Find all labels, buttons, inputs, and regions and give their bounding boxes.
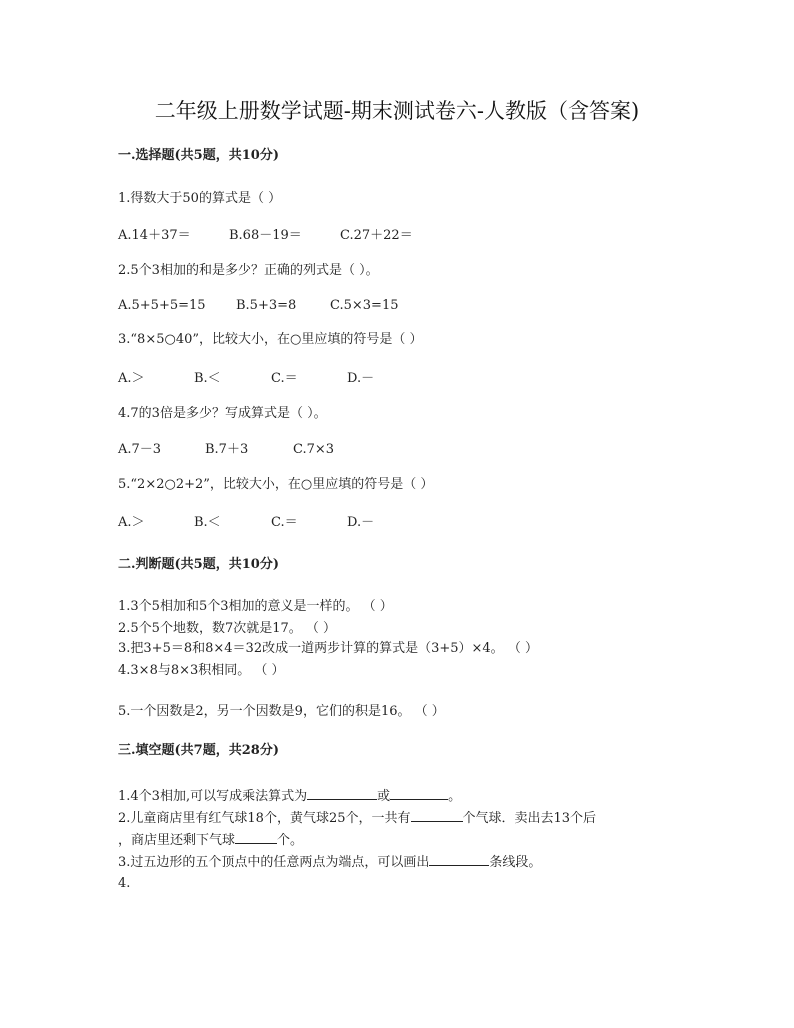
section-heading-judge: 二.判断题(共5题，共10分): [118, 557, 279, 572]
choice-4-option-b: B.7＋3: [205, 442, 249, 457]
fill-question-4: 4.: [118, 876, 131, 891]
judge-question-4: 4.3×8与8×3积相同。 （ ）: [118, 663, 285, 678]
fill-1-text-c: 。: [448, 789, 462, 804]
fill-1-text-b: 或: [377, 789, 391, 804]
choice-4-option-a: A.7－3: [118, 442, 162, 457]
choice-question-3: 3.“8×5○40”，比较大小，在○里应填的符号是（ ）: [118, 332, 423, 347]
fill-2-text-c: ，商店里还剩下气球: [118, 833, 236, 848]
fill-question-1: [118, 786, 461, 806]
fill-2-text-a: 2.儿童商店里有红气球18个，黄气球25个，一共有: [118, 811, 411, 826]
fill-2-blank-2: [235, 830, 277, 844]
choice-3-option-c: C.＝: [271, 371, 298, 386]
choice-5-option-d: D.－: [347, 515, 375, 530]
fill-question-3: [118, 852, 541, 872]
choice-question-4: 4.7的3倍是多少？写成算式是（ ）。: [118, 406, 327, 421]
choice-1-option-a: A.14＋37＝: [118, 228, 191, 243]
choice-3-option-d: D.－: [347, 371, 375, 386]
judge-question-5: 5.一个因数是2，另一个因数是9，它们的积是16。 （ ）: [118, 704, 445, 719]
judge-question-3: 3.把3+5＝8和8×4＝32改成一道两步计算的算式是（3+5）×4。 （ ）: [118, 641, 538, 656]
judge-question-1: 1.3个5相加和5个3相加的意义是一样的。 （ ）: [118, 599, 393, 614]
fill-2-text-b: 个气球．卖出去13个后: [462, 811, 597, 826]
section-heading-fill: 三.填空题(共7题，共28分): [118, 743, 279, 758]
choice-question-5: 5.“2×2○2+2”，比较大小，在○里应填的符号是（ ）: [118, 477, 434, 492]
choice-4-option-c: C.7×3: [293, 442, 335, 457]
fill-3-blank-1: [429, 852, 489, 866]
fill-question-2-line-2: [118, 830, 303, 850]
choice-5-option-a: A.＞: [118, 515, 145, 530]
fill-2-blank-1: [411, 808, 463, 822]
choice-2-option-c: C.5×3=15: [330, 298, 399, 313]
choice-question-2: 2.5个3相加的和是多少？正确的列式是（ ）。: [118, 263, 379, 278]
choice-3-option-b: B.＜: [194, 371, 221, 386]
section-heading-choice: 一.选择题(共5题，共10分): [118, 148, 279, 163]
choice-3-option-a: A.＞: [118, 371, 145, 386]
fill-question-2-line-1: [118, 808, 596, 828]
fill-2-text-d: 个。: [277, 833, 304, 848]
page-title: 二年级上册数学试题-期末测试卷六-人教版（含答案): [154, 99, 640, 123]
fill-1-blank-1: [307, 786, 377, 800]
choice-1-option-b: B.68－19＝: [229, 228, 302, 243]
choice-2-option-a: A.5+5+5=15: [118, 298, 206, 313]
fill-3-text-a: 3.过五边形的五个顶点中的任意两点为端点，可以画出: [118, 855, 430, 870]
judge-question-2: 2.5个5个地数，数7次就是17。 （ ）: [118, 621, 337, 636]
choice-5-option-b: B.＜: [194, 515, 221, 530]
choice-1-option-c: C.27＋22＝: [340, 228, 413, 243]
choice-question-1: 1.得数大于50的算式是（ ）: [118, 191, 282, 206]
fill-1-blank-2: [390, 786, 448, 800]
choice-2-option-b: B.5+3=8: [236, 298, 297, 313]
fill-3-text-b: 条线段。: [489, 855, 542, 870]
fill-1-text-a: 1.4个3相加,可以写成乘法算式为: [118, 789, 308, 804]
choice-5-option-c: C.＝: [271, 515, 298, 530]
